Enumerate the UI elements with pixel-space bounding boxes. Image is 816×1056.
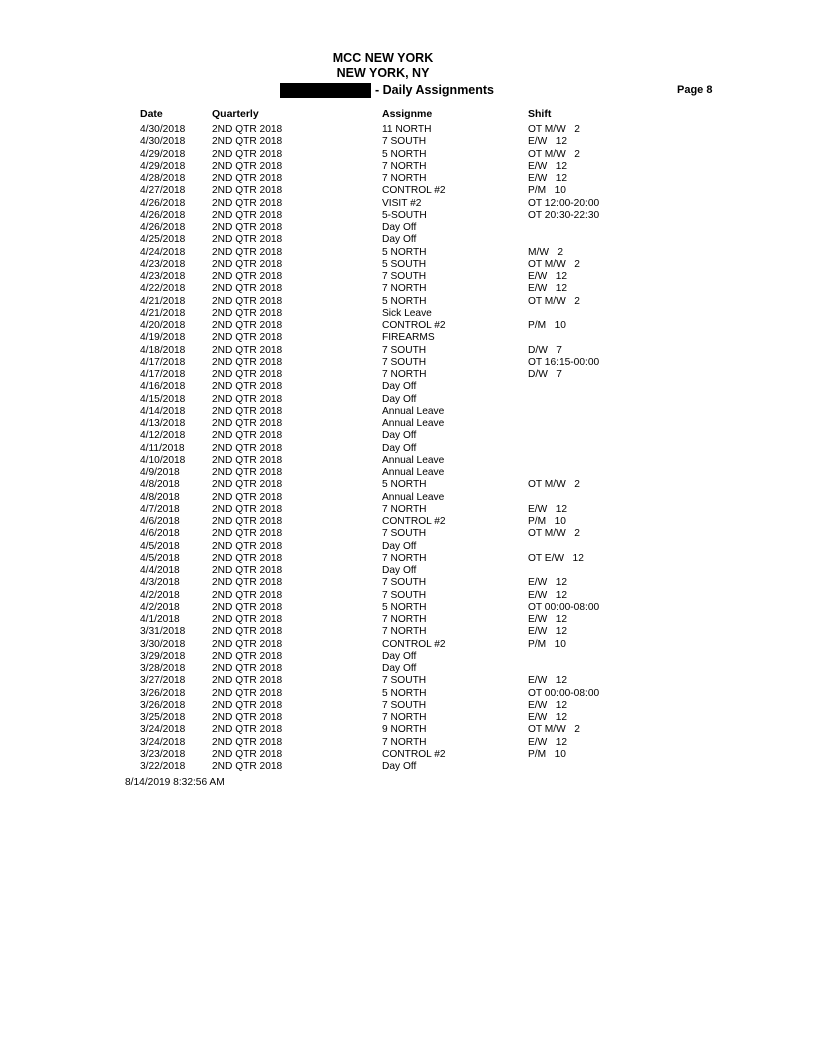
quarter-cell: 2ND QTR 2018 [212, 418, 283, 429]
date-cell: 4/4/2018 [140, 565, 180, 576]
quarter-cell: 2ND QTR 2018 [212, 736, 283, 748]
quarter-cell: 2ND QTR 2018 [212, 748, 283, 760]
date-cell: 4/19/2018 [140, 332, 186, 344]
shift-cell: M/W 2 [528, 246, 564, 258]
facility-name: MCC NEW YORK [332, 51, 434, 65]
table-row [0, 185, 816, 197]
assignment-cell: 7 SOUTH [382, 577, 427, 589]
table-row [0, 296, 816, 308]
assignment-cell: 7 NORTH [382, 503, 427, 515]
quarter-cell: 2ND QTR 2018 [212, 712, 283, 723]
table-row [0, 541, 816, 553]
date-cell: 4/26/2018 [140, 197, 186, 209]
quarter-cell: 2ND QTR 2018 [212, 528, 283, 540]
table-row [0, 210, 816, 222]
shift-cell: E/W 12 [528, 675, 568, 687]
shift-cell: E/W 12 [528, 160, 568, 172]
table-row [0, 749, 816, 761]
assignment-cell: Day Off [382, 565, 417, 576]
shift-cell: E/W 12 [528, 736, 568, 748]
assignment-cell: Day Off [382, 430, 417, 442]
quarter-cell: 2ND QTR 2018 [212, 761, 283, 772]
quarter-cell: 2ND QTR 2018 [212, 295, 283, 307]
quarter-cell: 2ND QTR 2018 [212, 173, 283, 184]
date-cell: 4/12/2018 [140, 430, 186, 442]
date-cell: 3/22/2018 [140, 761, 186, 772]
assignment-cell: CONTROL #2 [382, 516, 446, 527]
assignment-cell: Annual Leave [382, 405, 445, 417]
assignment-cell: 7 SOUTH [382, 271, 427, 282]
date-cell: 4/3/2018 [140, 577, 180, 589]
quarter-cell: 2ND QTR 2018 [212, 454, 283, 466]
shift-cell: E/W 12 [528, 577, 568, 589]
shift-cell: OT M/W 2 [528, 148, 580, 160]
assignment-cell: Day Off [382, 663, 417, 674]
assignments-table [0, 124, 816, 773]
quarter-cell: 2ND QTR 2018 [212, 283, 283, 295]
date-cell: 4/5/2018 [140, 540, 180, 552]
shift-cell: D/W 7 [528, 369, 562, 380]
shift-cell: E/W 12 [528, 283, 568, 295]
assignment-cell: CONTROL #2 [382, 748, 446, 760]
date-cell: 4/24/2018 [140, 246, 186, 258]
table-row [0, 602, 816, 614]
date-cell: 4/23/2018 [140, 271, 186, 282]
date-cell: 4/6/2018 [140, 516, 180, 527]
table-row [0, 430, 816, 442]
date-cell: 4/8/2018 [140, 491, 180, 503]
date-cell: 4/13/2018 [140, 418, 186, 429]
shift-cell: D/W 7 [528, 344, 562, 356]
assignment-cell: Day Off [382, 540, 417, 552]
date-cell: 4/23/2018 [140, 258, 186, 270]
shift-cell: E/W 12 [528, 271, 568, 282]
assignment-cell: 5-SOUTH [382, 209, 427, 221]
column-header-shift: Shift [528, 108, 552, 120]
quarter-cell: 2ND QTR 2018 [212, 638, 283, 650]
table-row [0, 418, 816, 430]
table-row [0, 737, 816, 749]
quarter-cell: 2ND QTR 2018 [212, 369, 283, 380]
date-cell: 3/31/2018 [140, 626, 186, 638]
quarter-cell: 2ND QTR 2018 [212, 601, 283, 613]
shift-cell: P/M 10 [528, 320, 566, 331]
assignment-cell: 5 NORTH [382, 601, 427, 613]
table-row [0, 639, 816, 651]
date-cell: 4/7/2018 [140, 503, 180, 515]
quarter-cell: 2ND QTR 2018 [212, 356, 283, 368]
shift-cell: E/W 12 [528, 614, 568, 625]
table-row [0, 651, 816, 663]
shift-cell: OT 20:30-22:30 [528, 209, 600, 221]
table-row [0, 626, 816, 638]
table-row [0, 528, 816, 540]
date-cell: 4/2/2018 [140, 589, 180, 601]
table-row [0, 406, 816, 418]
date-cell: 3/24/2018 [140, 736, 186, 748]
assignment-cell: 7 SOUTH [382, 344, 427, 356]
quarter-cell: 2ND QTR 2018 [212, 699, 283, 711]
quarter-cell: 2ND QTR 2018 [212, 160, 283, 172]
assignment-cell: 5 NORTH [382, 687, 427, 699]
assignment-cell: 7 SOUTH [382, 675, 427, 687]
assignment-cell: 7 SOUTH [382, 136, 427, 148]
quarter-cell: 2ND QTR 2018 [212, 503, 283, 515]
report-title [280, 82, 494, 98]
shift-cell: E/W 12 [528, 136, 568, 148]
assignment-cell: 7 SOUTH [382, 699, 427, 711]
quarter-cell: 2ND QTR 2018 [212, 381, 283, 393]
date-cell: 3/25/2018 [140, 712, 186, 723]
shift-cell: E/W 12 [528, 503, 568, 515]
table-row [0, 712, 816, 724]
date-cell: 4/21/2018 [140, 307, 186, 319]
date-cell: 4/14/2018 [140, 405, 186, 417]
assignment-cell: FIREARMS [382, 332, 435, 344]
date-cell: 4/28/2018 [140, 173, 186, 184]
date-cell: 4/1/2018 [140, 614, 180, 625]
assignment-cell: 7 NORTH [382, 283, 427, 295]
quarter-cell: 2ND QTR 2018 [212, 393, 283, 405]
table-row [0, 590, 816, 602]
assignment-cell: 5 NORTH [382, 246, 427, 258]
date-cell: 4/9/2018 [140, 467, 180, 478]
date-cell: 3/30/2018 [140, 638, 186, 650]
date-cell: 4/30/2018 [140, 136, 186, 148]
shift-cell: OT 00:00-08:00 [528, 601, 600, 613]
assignment-cell: 7 NORTH [382, 369, 427, 380]
table-row [0, 577, 816, 589]
assignment-cell: VISIT #2 [382, 197, 422, 209]
assignment-cell: 5 SOUTH [382, 258, 427, 270]
table-row [0, 173, 816, 185]
shift-cell: P/M 10 [528, 638, 566, 650]
quarter-cell: 2ND QTR 2018 [212, 307, 283, 319]
date-cell: 3/28/2018 [140, 663, 186, 674]
table-row [0, 222, 816, 234]
date-cell: 4/29/2018 [140, 148, 186, 160]
shift-cell: OT M/W 2 [528, 124, 580, 135]
assignment-cell: Day Off [382, 381, 417, 393]
date-cell: 4/26/2018 [140, 209, 186, 221]
quarter-cell: 2ND QTR 2018 [212, 185, 283, 197]
quarter-cell: 2ND QTR 2018 [212, 430, 283, 442]
assignment-cell: 7 NORTH [382, 736, 427, 748]
shift-cell: P/M 10 [528, 516, 566, 527]
quarter-cell: 2ND QTR 2018 [212, 320, 283, 331]
quarter-cell: 2ND QTR 2018 [212, 209, 283, 221]
quarter-cell: 2ND QTR 2018 [212, 687, 283, 699]
assignment-cell: Annual Leave [382, 418, 445, 429]
date-cell: 4/15/2018 [140, 393, 186, 405]
date-cell: 4/8/2018 [140, 479, 180, 491]
table-row [0, 259, 816, 271]
table-row [0, 247, 816, 259]
quarter-cell: 2ND QTR 2018 [212, 589, 283, 601]
quarter-cell: 2ND QTR 2018 [212, 552, 283, 564]
assignment-cell: Day Off [382, 650, 417, 662]
table-row [0, 761, 816, 773]
assignment-cell: Day Off [382, 222, 417, 233]
date-cell: 4/18/2018 [140, 344, 186, 356]
date-cell: 4/17/2018 [140, 356, 186, 368]
table-row [0, 455, 816, 467]
quarter-cell: 2ND QTR 2018 [212, 332, 283, 344]
assignment-cell: 7 SOUTH [382, 589, 427, 601]
table-row [0, 675, 816, 687]
assignment-cell: 9 NORTH [382, 724, 427, 736]
quarter-cell: 2ND QTR 2018 [212, 663, 283, 674]
table-row [0, 553, 816, 565]
shift-cell: E/W 12 [528, 712, 568, 723]
quarter-cell: 2ND QTR 2018 [212, 136, 283, 148]
table-row [0, 467, 816, 479]
quarter-cell: 2ND QTR 2018 [212, 124, 283, 135]
redaction-block [280, 83, 371, 98]
shift-cell: OT M/W 2 [528, 258, 580, 270]
shift-cell: OT 16:15-00:00 [528, 356, 600, 368]
shift-cell: OT 00:00-08:00 [528, 687, 600, 699]
table-row [0, 149, 816, 161]
print-timestamp: 8/14/2019 8:32:56 AM [125, 777, 225, 788]
quarter-cell: 2ND QTR 2018 [212, 516, 283, 527]
page-number: Page 8 [677, 84, 713, 96]
quarter-cell: 2ND QTR 2018 [212, 565, 283, 576]
quarter-cell: 2ND QTR 2018 [212, 148, 283, 160]
table-row [0, 124, 816, 136]
date-cell: 3/29/2018 [140, 650, 186, 662]
table-row [0, 688, 816, 700]
date-cell: 4/26/2018 [140, 222, 186, 233]
quarter-cell: 2ND QTR 2018 [212, 540, 283, 552]
table-row [0, 357, 816, 369]
assignment-cell: Sick Leave [382, 307, 432, 319]
assignment-cell: Day Off [382, 393, 417, 405]
assignment-cell: CONTROL #2 [382, 320, 446, 331]
table-row [0, 369, 816, 381]
table-row [0, 565, 816, 577]
quarter-cell: 2ND QTR 2018 [212, 344, 283, 356]
table-row [0, 479, 816, 491]
date-cell: 4/22/2018 [140, 283, 186, 295]
date-cell: 4/2/2018 [140, 601, 180, 613]
quarter-cell: 2ND QTR 2018 [212, 246, 283, 258]
assignment-cell: CONTROL #2 [382, 638, 446, 650]
date-cell: 4/20/2018 [140, 320, 186, 331]
shift-cell: OT M/W 2 [528, 295, 580, 307]
facility-location: NEW YORK, NY [336, 66, 430, 80]
assignment-cell: 7 NORTH [382, 552, 427, 564]
date-cell: 4/25/2018 [140, 234, 186, 246]
table-row [0, 443, 816, 455]
quarter-cell: 2ND QTR 2018 [212, 491, 283, 503]
assignment-cell: Annual Leave [382, 467, 445, 478]
date-cell: 4/5/2018 [140, 552, 180, 564]
assignment-cell: 7 NORTH [382, 614, 427, 625]
table-row [0, 516, 816, 528]
assignment-cell: 7 NORTH [382, 626, 427, 638]
date-cell: 4/30/2018 [140, 124, 186, 135]
assignment-cell: CONTROL #2 [382, 185, 446, 197]
table-row [0, 663, 816, 675]
assignment-cell: 7 SOUTH [382, 528, 427, 540]
quarter-cell: 2ND QTR 2018 [212, 197, 283, 209]
table-row [0, 345, 816, 357]
shift-cell: E/W 12 [528, 173, 568, 184]
quarter-cell: 2ND QTR 2018 [212, 650, 283, 662]
shift-cell: E/W 12 [528, 699, 568, 711]
date-cell: 4/6/2018 [140, 528, 180, 540]
date-cell: 4/21/2018 [140, 295, 186, 307]
quarter-cell: 2ND QTR 2018 [212, 577, 283, 589]
table-row [0, 724, 816, 736]
assignment-cell: Annual Leave [382, 454, 445, 466]
assignment-cell: Day Off [382, 234, 417, 246]
quarter-cell: 2ND QTR 2018 [212, 442, 283, 454]
table-row [0, 492, 816, 504]
quarter-cell: 2ND QTR 2018 [212, 626, 283, 638]
assignment-cell: 5 NORTH [382, 479, 427, 491]
quarter-cell: 2ND QTR 2018 [212, 258, 283, 270]
quarter-cell: 2ND QTR 2018 [212, 234, 283, 246]
date-cell: 3/26/2018 [140, 687, 186, 699]
assignment-cell: Day Off [382, 761, 417, 772]
date-cell: 4/29/2018 [140, 160, 186, 172]
assignment-cell: 7 SOUTH [382, 356, 427, 368]
quarter-cell: 2ND QTR 2018 [212, 479, 283, 491]
date-cell: 4/27/2018 [140, 185, 186, 197]
date-cell: 3/27/2018 [140, 675, 186, 687]
assignment-cell: 5 NORTH [382, 148, 427, 160]
quarter-cell: 2ND QTR 2018 [212, 405, 283, 417]
table-row [0, 381, 816, 393]
table-row [0, 136, 816, 148]
table-row [0, 161, 816, 173]
table-row [0, 394, 816, 406]
table-row [0, 308, 816, 320]
assignment-cell: Day Off [382, 442, 417, 454]
assignment-cell: 7 NORTH [382, 173, 427, 184]
table-row [0, 198, 816, 210]
quarter-cell: 2ND QTR 2018 [212, 724, 283, 736]
assignment-cell: 11 NORTH [382, 124, 432, 135]
table-row [0, 271, 816, 283]
shift-cell: OT E/W 12 [528, 552, 584, 564]
date-cell: 4/10/2018 [140, 454, 186, 466]
table-row [0, 700, 816, 712]
shift-cell: E/W 12 [528, 626, 568, 638]
table-row [0, 332, 816, 344]
quarter-cell: 2ND QTR 2018 [212, 614, 283, 625]
quarter-cell: 2ND QTR 2018 [212, 467, 283, 478]
quarter-cell: 2ND QTR 2018 [212, 271, 283, 282]
shift-cell: P/M 10 [528, 185, 566, 197]
report-subtitle: - Daily Assignments [375, 83, 495, 97]
table-row [0, 504, 816, 516]
quarter-cell: 2ND QTR 2018 [212, 675, 283, 687]
date-cell: 4/11/2018 [140, 442, 185, 454]
date-cell: 3/23/2018 [140, 748, 186, 760]
table-row [0, 614, 816, 626]
quarter-cell: 2ND QTR 2018 [212, 222, 283, 233]
assignment-cell: Annual Leave [382, 491, 445, 503]
column-header-quarterly: Quarterly [212, 108, 259, 120]
shift-cell: OT M/W 2 [528, 724, 580, 736]
date-cell: 4/16/2018 [140, 381, 186, 393]
assignment-cell: 5 NORTH [382, 295, 427, 307]
column-header-date: Date [140, 108, 163, 120]
date-cell: 3/24/2018 [140, 724, 186, 736]
table-row [0, 283, 816, 295]
date-cell: 3/26/2018 [140, 699, 186, 711]
assignment-cell: 7 NORTH [382, 712, 427, 723]
shift-cell: P/M 10 [528, 748, 566, 760]
table-row [0, 320, 816, 332]
date-cell: 4/17/2018 [140, 369, 186, 380]
shift-cell: E/W 12 [528, 589, 568, 601]
column-header-assignment: Assignme [382, 108, 433, 120]
table-row [0, 234, 816, 246]
shift-cell: OT 12:00-20:00 [528, 197, 600, 209]
shift-cell: OT M/W 2 [528, 479, 580, 491]
shift-cell: OT M/W 2 [528, 528, 580, 540]
assignment-cell: 7 NORTH [382, 160, 427, 172]
